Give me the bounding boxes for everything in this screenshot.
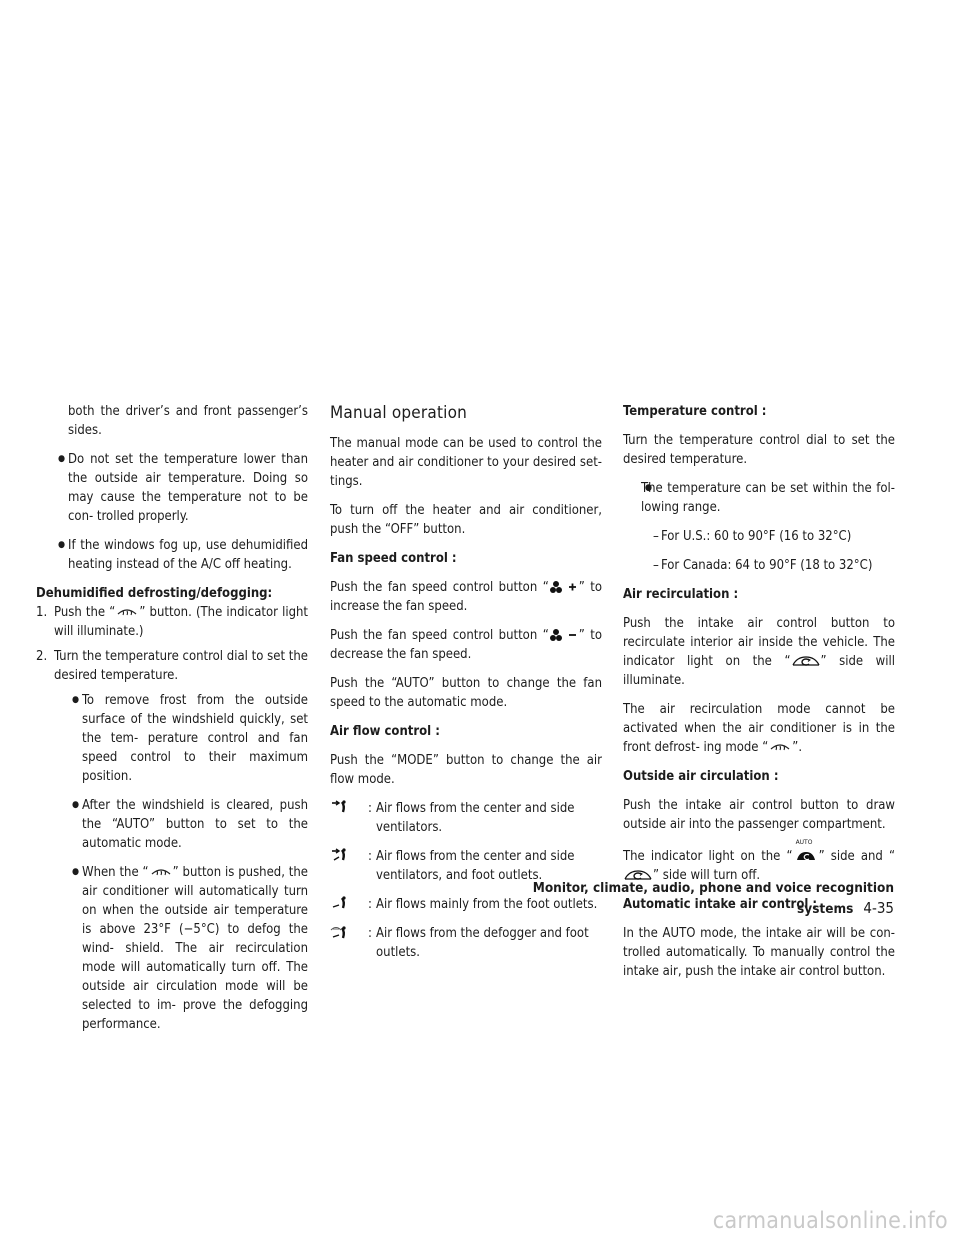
mode-vent-text: Air flows from the center and side ventilators.	[376, 801, 575, 835]
sub-bullet-windshield-cleared: ● After the windshield is cleared, push the “AUTO” button to set to the automatic mode.	[36, 796, 308, 853]
fan-decrease-post: ” to decrease the fan speed.	[330, 628, 602, 662]
temperature-range-text: The temperature can be set within the fol- lowing range.	[641, 481, 895, 515]
fan-increase-pre: Push the fan speed control button “	[330, 580, 549, 595]
bi-level-mode-icon	[330, 848, 350, 862]
mode-item-vent	[330, 799, 602, 837]
when-pushed-pre: When the “	[82, 865, 149, 880]
step-2-text: Turn the temperature control dial to set the desired temperature.	[54, 649, 308, 683]
fan-increase-post: ” to increase the fan speed.	[330, 580, 602, 614]
step-1-post: ” button. (The indicator light will illuminate.)	[54, 605, 308, 639]
recirculation-heading: Air recirculation :	[623, 587, 739, 602]
fan-decrease-pre: Push the fan speed control button “	[330, 628, 549, 643]
section-title: Manual operation	[330, 403, 468, 423]
step-2	[36, 647, 308, 685]
bullet-temperature-warning: ● Do not set the temperature lower than the outside air temperature. Doing so may cause the temperature not to be con- trolled properly.	[36, 450, 308, 526]
foot-mode-icon	[330, 896, 350, 910]
front-defrost-icon	[768, 740, 792, 754]
temperature-dial-text: Turn the temperature control dial to set the desired temperature.	[623, 433, 895, 467]
mode-defrost-foot-text: Air flows from the defogger and foot outlets.	[376, 926, 589, 960]
temperature-range-bullet	[623, 479, 895, 517]
watermark: carmanualsonline.info	[712, 1208, 948, 1234]
mode-foot-text: Air flows mainly from the foot outlets.	[376, 897, 598, 912]
fan-plus-icon	[549, 580, 579, 594]
auto-recirculation-icon	[793, 839, 819, 862]
fan-minus-icon	[549, 628, 579, 642]
indicator-pre: The indicator light on the “	[623, 849, 793, 864]
indicator-post: ” side will turn off.	[653, 868, 761, 883]
recirculation-not-available-text	[623, 700, 895, 757]
vent-mode-icon	[330, 800, 350, 814]
temperature-heading: Temperature control :	[623, 404, 767, 419]
fan-increase-text	[330, 578, 602, 616]
recirculation-icon	[791, 654, 821, 668]
front-defrost-icon	[149, 865, 173, 879]
sub-bullet-remove-frost: ● To remove frost from the outside surface of the windshield quickly, set the tem- perature control and fan speed control to their maximum position.	[36, 691, 308, 786]
outside-air-heading: Outside air circulation :	[623, 769, 779, 784]
manual-intro: The manual mode can be used to control the heater and air conditioner to your desired set- tings.	[330, 436, 602, 489]
recirc-pre: Push the intake air control button to recirculate interior air inside the vehicle. The indicator light on the “	[623, 616, 895, 669]
indicator-mid: ” side and “	[818, 849, 895, 864]
step-1-number: 1.	[36, 605, 48, 620]
recirculation-text	[623, 614, 895, 690]
when-pushed-post: ” button is pushed, the air conditioner will automatically turn on when the outside air temperature is above 23°F (−5°C) to defog the wind- shield. The air recirculation mode will automatically turn off. The outside air circulation mode will be selected to im- prove the defogging performance.	[82, 865, 308, 1032]
left-column	[36, 402, 308, 1044]
range-us: – For U.S.: 60 to 90°F (16 to 32°C)	[623, 527, 895, 546]
fan-decrease-text	[330, 626, 602, 664]
page-number: 4-35	[863, 899, 894, 917]
step-2-number: 2.	[36, 649, 48, 664]
page-footer	[478, 878, 894, 919]
auto-fan-text: Push the “AUTO” button to change the fan speed to the automatic mode.	[330, 676, 602, 710]
recirc-na-post: ”.	[792, 740, 803, 755]
mode-colon: :	[368, 926, 372, 941]
fan-speed-heading: Fan speed control :	[330, 551, 457, 566]
intro-continuation: both the driver’s and front passenger’s sides.	[68, 404, 308, 438]
outside-air-text: Push the intake air control button to draw outside air into the passenger compartment.	[623, 798, 895, 832]
step-1-pre: Push the “	[54, 605, 116, 620]
mode-colon: :	[368, 801, 372, 816]
turn-off-text: To turn off the heater and air conditioner, push the “OFF” button.	[330, 503, 602, 537]
dehumidified-heading: Dehumidified defrosting/defogging:	[36, 586, 273, 601]
defrost-foot-mode-icon	[330, 925, 350, 939]
mode-colon: :	[368, 849, 372, 864]
air-flow-heading: Air flow control :	[330, 724, 440, 739]
auto-intake-heading: Automatic intake air control :	[623, 897, 818, 912]
footer-section-title: Monitor, climate, audio, phone and voice recognition systems	[532, 880, 894, 917]
sub-bullet-when-pushed	[36, 863, 308, 1034]
auto-icon-label: AUTO	[795, 839, 813, 846]
mode-item-defrost-foot	[330, 924, 602, 962]
mode-button-text: Push the “MODE” button to change the air flow mode.	[330, 753, 602, 787]
recirc-post: ” side will illuminate.	[623, 654, 895, 688]
step-1	[36, 603, 308, 641]
mode-colon: :	[368, 897, 372, 912]
range-canada: – For Canada: 64 to 90°F (18 to 32°C)	[623, 556, 895, 575]
auto-intake-text: In the AUTO mode, the intake air will be con- trolled automatically. To manually control the intake air, push the intake air control button.	[623, 926, 895, 979]
mode-bi-level-text: Air flows from the center and side ventilators, and foot outlets.	[376, 849, 575, 883]
recirc-na-pre: The air recirculation mode cannot be activated when the air conditioner is in the front defrost- ing mode “	[623, 702, 895, 755]
front-defrost-icon	[115, 605, 139, 619]
bullet-fog-up: ● If the windows fog up, use dehumidified heating instead of the A/C off heating.	[36, 536, 308, 574]
